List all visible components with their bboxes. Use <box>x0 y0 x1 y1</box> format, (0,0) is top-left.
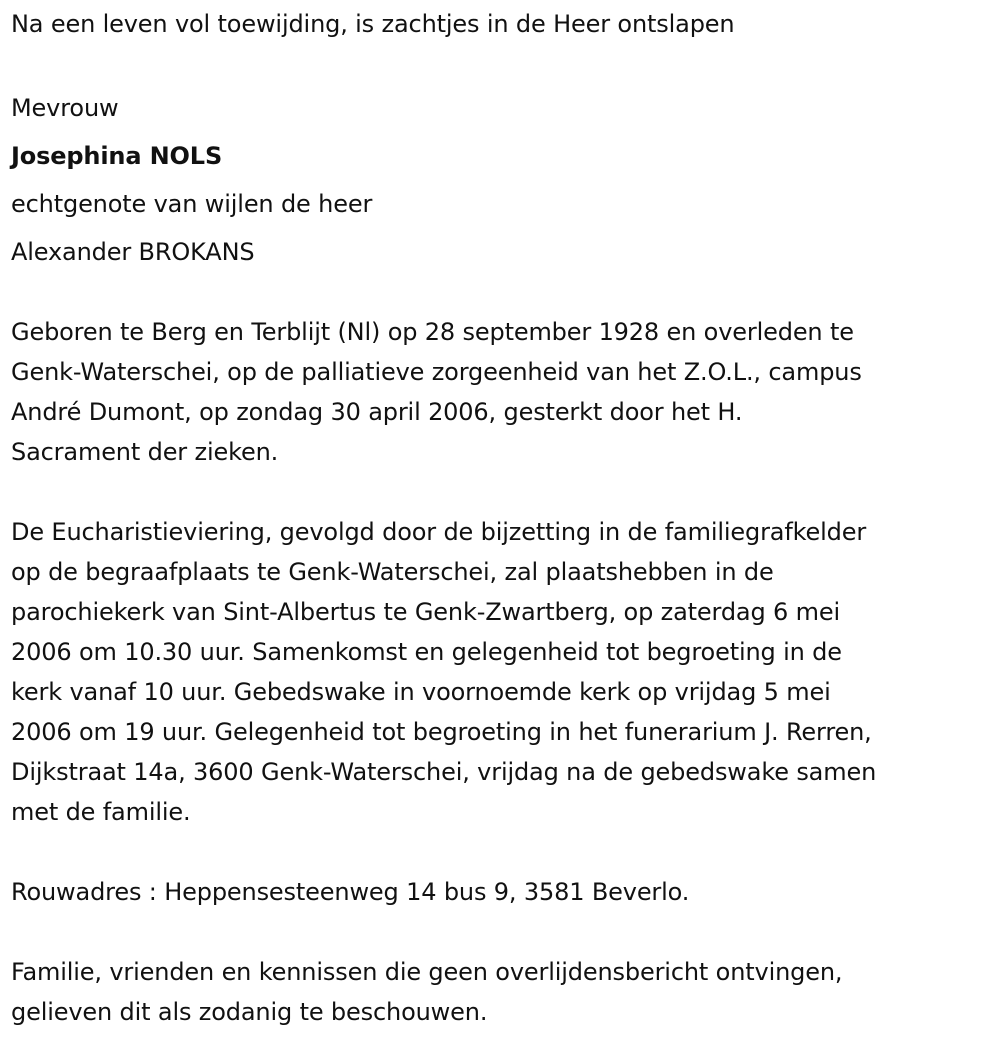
paragraph-line: op de begraafplaats te Genk-Waterschei, zal plaatshebben in de <box>11 558 774 586</box>
paragraph-line: gelieven dit als zodanig te beschouwen. <box>11 998 488 1026</box>
spouse-name: Alexander BROKANS <box>11 238 255 266</box>
paragraph-line: De Eucharistieviering, gevolgd door de bijzetting in de familiegrafkelder <box>11 518 867 546</box>
paragraph-line: André Dumont, op zondag 30 april 2006, gesterkt door het H. <box>11 398 743 426</box>
salutation: Mevrouw <box>11 94 119 122</box>
paragraph-line: Familie, vrienden en kennissen die geen overlijdensbericht ontvingen, <box>11 958 843 986</box>
birth-death-paragraph <box>11 312 993 472</box>
spacer <box>11 44 993 84</box>
obituary-notice <box>11 4 993 1032</box>
paragraph-line: Sacrament der zieken. <box>11 438 279 466</box>
spacer <box>11 912 993 952</box>
relation-text: echtgenote van wijlen de heer <box>11 190 373 218</box>
deceased-name: Josephina NOLS <box>11 142 223 170</box>
spacer <box>11 832 993 872</box>
paragraph-line: parochiekerk van Sint-Albertus te Genk-Zwartberg, op zaterdag 6 mei <box>11 598 840 626</box>
paragraph-line: Dijkstraat 14a, 3600 Genk-Waterschei, vrijdag na de gebedswake samen <box>11 758 877 786</box>
spacer <box>11 276 993 312</box>
intro-line: Na een leven vol toewijding, is zachtjes in de Heer ontslapen <box>11 10 735 38</box>
paragraph-line: Genk-Waterschei, op de palliatieve zorgeenheid van het Z.O.L., campus <box>11 358 862 386</box>
paragraph-line: 2006 om 19 uur. Gelegenheid tot begroeting in het funerarium J. Rerren, <box>11 718 872 746</box>
paragraph-line: Geboren te Berg en Terblijt (Nl) op 28 september 1928 en overleden te <box>11 318 854 346</box>
spacer <box>11 472 993 512</box>
mourning-address: Rouwadres : Heppensesteenweg 14 bus 9, 3581 Beverlo. <box>11 878 690 906</box>
paragraph-line: 2006 om 10.30 uur. Samenkomst en gelegenheid tot begroeting in de <box>11 638 842 666</box>
closing-paragraph <box>11 952 993 1032</box>
paragraph-line: kerk vanaf 10 uur. Gebedswake in voornoemde kerk op vrijdag 5 mei <box>11 678 831 706</box>
ceremony-paragraph <box>11 512 993 832</box>
paragraph-line: met de familie. <box>11 798 191 826</box>
